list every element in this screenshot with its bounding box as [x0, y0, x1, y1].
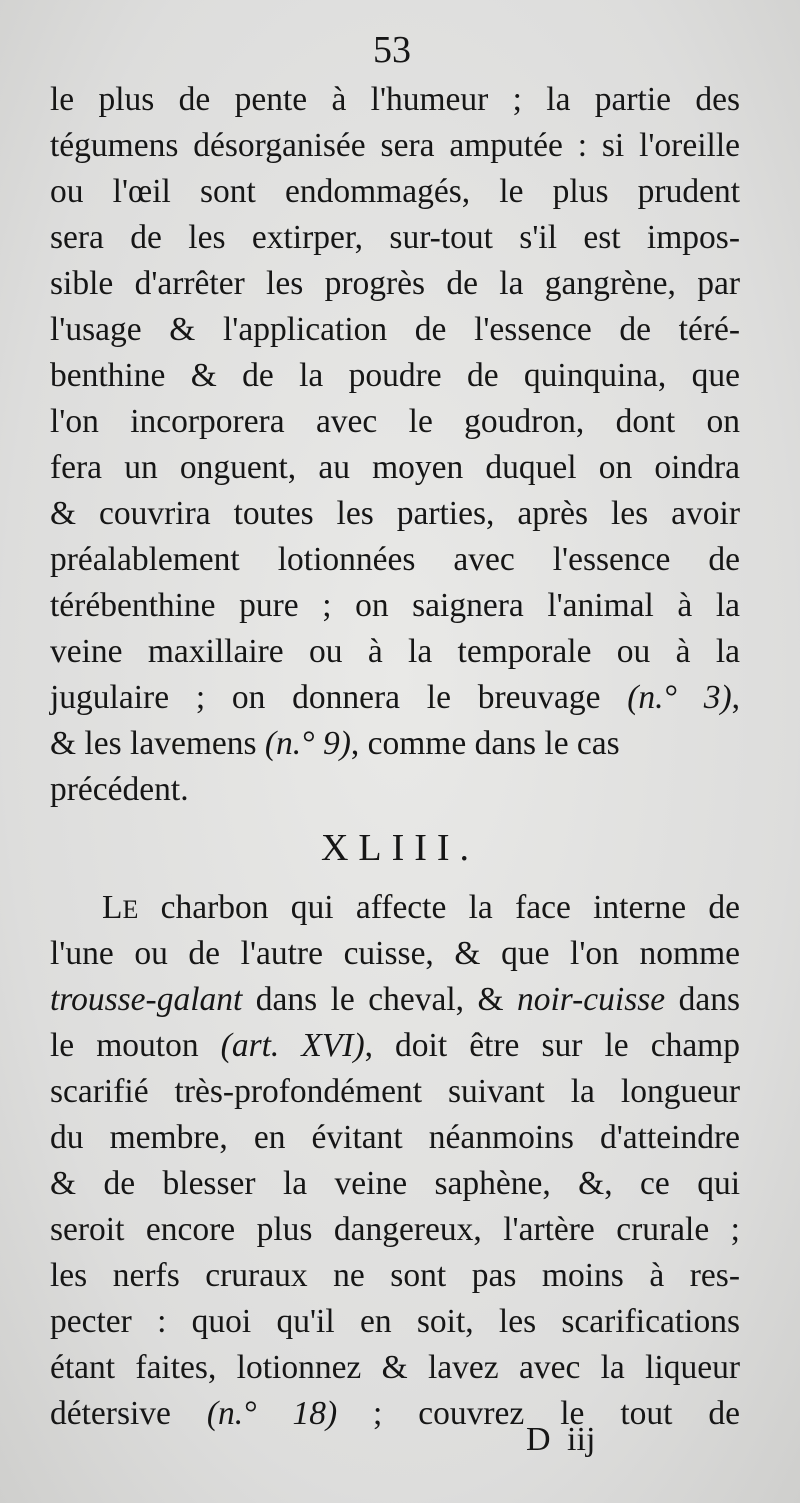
- text-line: tégumens désorganisée sera amputée : si l'oreille: [50, 127, 740, 164]
- text-run: détersive: [50, 1395, 207, 1432]
- text-run: jugulaire ; on donnera le breuvage: [50, 679, 628, 716]
- text-run: , comme dans le cas: [350, 725, 620, 762]
- drop-letter: L: [102, 889, 123, 926]
- text-line: scarifié très-profondément suivant la longueur: [50, 1073, 740, 1110]
- body-text: [50, 77, 740, 1437]
- text-line: sera de les extirper, sur-tout s'il est impos-: [50, 219, 740, 256]
- text-run: & les lavemens: [50, 725, 265, 762]
- text-line: l'usage & l'application de l'essence de téré-: [50, 311, 740, 348]
- text-line: veine maxillaire ou à la temporale ou à la: [50, 633, 740, 670]
- text-line: seroit encore plus dangereux, l'artère crurale ;: [50, 1211, 740, 1248]
- text-line-terms: [50, 977, 740, 1023]
- signature-mark: D iij: [526, 1421, 596, 1458]
- text-line: sible d'arrêter les progrès de la gangrène, par: [50, 265, 740, 302]
- text-line-lavemens: [50, 721, 740, 767]
- text-line: & de blesser la veine saphène, &, ce qui: [50, 1165, 740, 1202]
- page-number: 53: [373, 29, 411, 71]
- text-line-mouton: [50, 1023, 740, 1069]
- text-line-jugulaire: [50, 675, 740, 721]
- text-line: précédent.: [50, 771, 189, 808]
- text-run: charbon qui affecte la face interne de: [138, 889, 740, 926]
- text-line: l'une ou de l'autre cuisse, & que l'on nomme: [50, 935, 740, 972]
- text-line: ou l'œil sont endommagés, le plus prudent: [50, 173, 740, 210]
- text-run: ; couvrez le tout de: [337, 1395, 740, 1432]
- text-line: térébenthine pure ; on saignera l'animal à la: [50, 587, 740, 624]
- text-run: dans le cheval, &: [242, 981, 517, 1018]
- text-run: dans: [665, 981, 740, 1018]
- text-run: , doit être sur le champ: [364, 1027, 740, 1064]
- text-line: les nerfs cruraux ne sont pas moins à res-: [50, 1257, 740, 1294]
- reference-number: (n.° 18): [206, 1395, 338, 1432]
- text-line: du membre, en évitant néanmoins d'atteindre: [50, 1119, 740, 1156]
- text-line: l'on incorporera avec le goudron, dont on: [50, 403, 740, 440]
- text-line-opening: [50, 885, 740, 931]
- text-line: le plus de pente à l'humeur ; la partie des: [50, 81, 740, 118]
- text-line: & couvrira toutes les parties, après les avoir: [50, 495, 740, 532]
- small-cap-letter: E: [122, 895, 139, 924]
- text-line: benthine & de la poudre de quinquina, que: [50, 357, 740, 394]
- text-line: préalablement lotionnées avec l'essence de: [50, 541, 740, 578]
- reference-number: (n.° 3): [627, 679, 732, 716]
- article-reference: (art. XVI): [220, 1027, 365, 1064]
- reference-number: (n.° 9): [264, 725, 351, 762]
- italic-term: noir-cuisse: [516, 981, 666, 1018]
- text-run: le mouton: [50, 1027, 221, 1064]
- text-line: fera un onguent, au moyen duquel on oindra: [50, 449, 740, 486]
- section-heading: XLIII.: [320, 827, 480, 869]
- italic-term: trousse-galant: [50, 981, 243, 1018]
- text-line: étant faites, lotionnez & lavez avec la liqueur: [50, 1349, 740, 1386]
- text-run: ,: [731, 679, 740, 716]
- text-line-detersive: [50, 1391, 740, 1437]
- text-line: pecter : quoi qu'il en soit, les scarifications: [50, 1303, 740, 1340]
